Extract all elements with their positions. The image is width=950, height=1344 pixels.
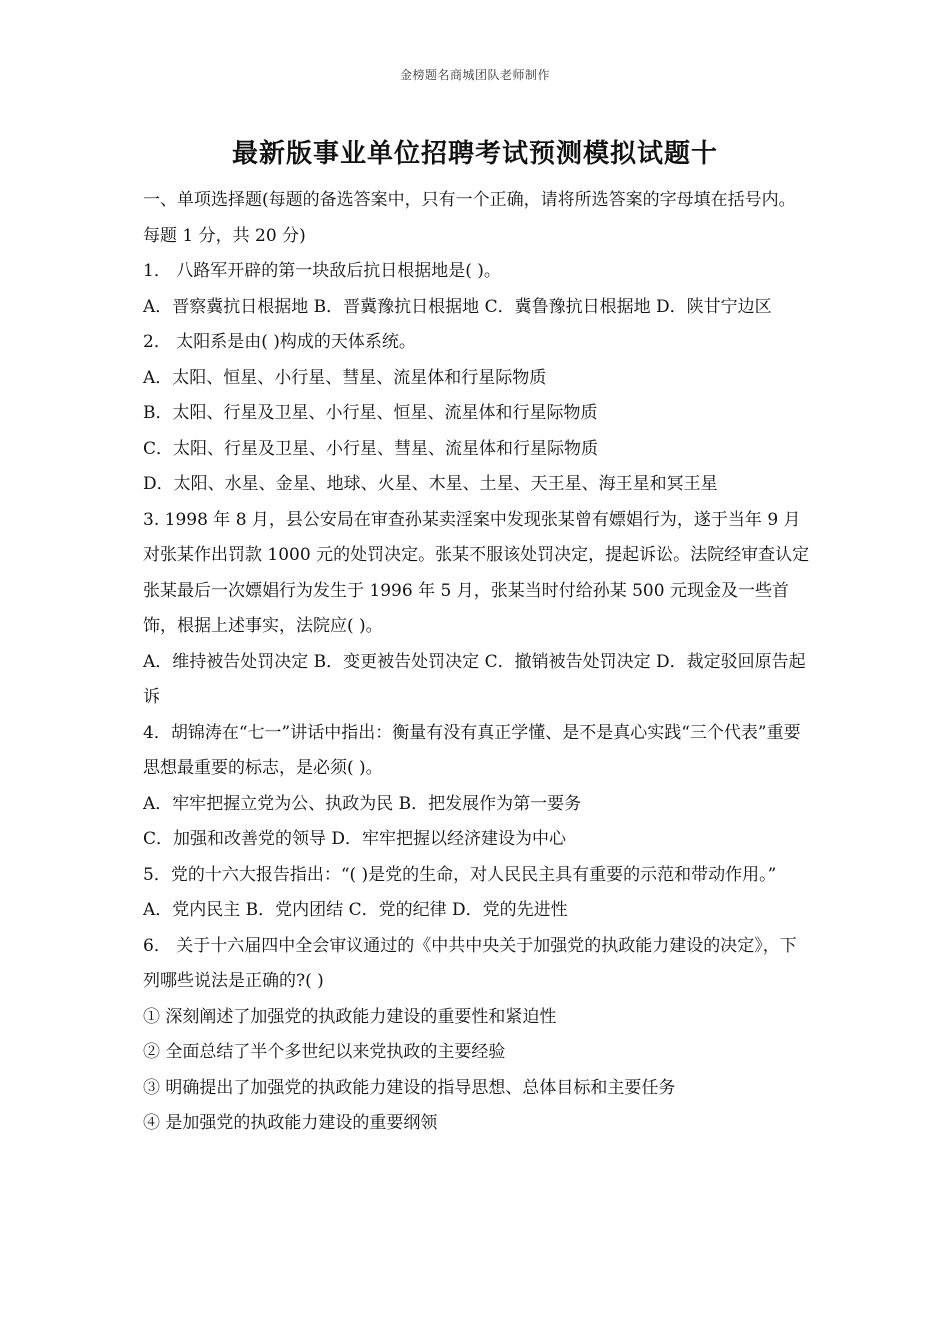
- question-1-options: A．晋察冀抗日根据地 B．晋冀豫抗日根据地 C．冀鲁豫抗日根据地 D．陕甘宁边区: [143, 296, 772, 317]
- question-6-statement-4: ④ 是加强党的执政能力建设的重要纲领: [143, 1113, 438, 1133]
- question-6-statement-2: ② 全面总结了半个多世纪以来党执政的主要经验: [143, 1042, 506, 1062]
- question-3-options: A．维持被告处罚决定 B．变更被告处罚决定 C．撤销被告处罚决定 D．裁定驳回原告起诉: [143, 651, 806, 707]
- section-heading: 一、单项选择题(每题的备选答案中，只有一个正确，请将所选答案的字母填在括号内。每题 1 分，共 20 分): [143, 190, 796, 246]
- document-body: [143, 183, 811, 1142]
- question-2-option-c: C．太阳、行星及卫星、小行星、彗星、流星体和行星际物质: [143, 438, 599, 459]
- question-5: 5．党的十六大报告指出：“( )是党的生命，对人民民主具有重要的示范和带动作用。”: [143, 864, 777, 885]
- question-4-options-ab: A．牢牢把握立党为公、执政为民 B．把发展作为第一要务: [143, 793, 582, 814]
- page-header: 金榜题名商城团队老师制作: [399, 68, 550, 82]
- question-6-statement-3: ③ 明确提出了加强党的执政能力建设的指导思想、总体目标和主要任务: [143, 1077, 676, 1098]
- question-4: 4．胡锦涛在“七一”讲话中指出：衡量有没有真正学懂、是不是真心实践“三个代表”重要思想最重要的标志，是必须( )。: [143, 722, 801, 778]
- question-2-option-a: A．太阳、恒星、小行星、彗星、流星体和行星际物质: [143, 367, 547, 388]
- question-2: 2． 太阳系是由( )构成的天体系统。: [143, 332, 416, 352]
- question-3: 3. 1998 年 8 月，县公安局在审查孙某卖淫案中发现张某曾有嫖娼行为，遂于当年 9 月对张某作出罚款 1000 元的处罚决定。张某不服该处罚决定，提起诉讼。法院经审查认定张某最后一次嫖娼行为发生于 1996 年 5 月，张某当时付给孙某 500 元现金及一些首饰，根据上述事实，法院应( )。: [143, 509, 810, 636]
- question-6-statement-1: ① 深刻阐述了加强党的执政能力建设的重要性和紧迫性: [143, 1006, 557, 1027]
- question-4-options-cd: C．加强和改善党的领导 D．牢牢把握以经济建设为中心: [143, 829, 567, 849]
- question-2-option-d: D．太阳、水星、金星、地球、火星、木星、土星、天王星、海王星和冥王星: [143, 474, 718, 494]
- question-5-options: A．党内民主 B．党内团结 C．党的纪律 D．党的先进性: [143, 900, 568, 920]
- question-2-option-b: B．太阳、行星及卫星、小行星、恒星、流星体和行星际物质: [143, 403, 598, 423]
- question-6: 6． 关于十六届四中全会审议通过的《中共中央关于加强党的执政能力建设的决定》，下列哪些说法是正确的?( ): [143, 935, 797, 991]
- question-1: 1． 八路军开辟的第一块敌后抗日根据地是( )。: [143, 261, 501, 281]
- page-title: 最新版事业单位招聘考试预测模拟试题十: [231, 139, 718, 169]
